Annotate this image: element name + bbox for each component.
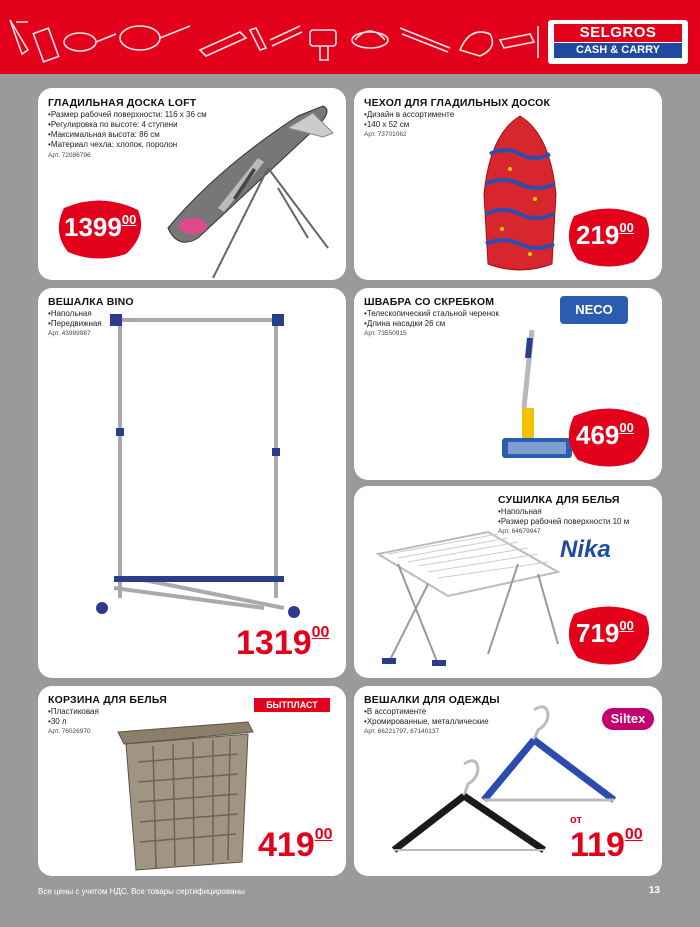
feature-item: • Передвижная xyxy=(48,319,102,329)
product-title: ВЕШАЛКА BINO xyxy=(48,296,134,308)
feature-item: • Хромированные, металлические xyxy=(364,717,489,727)
feature-item: • Длина насадки 26 см xyxy=(364,319,499,329)
price xyxy=(576,618,634,649)
footer-note: Все цены с учетом НДС. Все товары сертифицированы xyxy=(38,887,245,896)
drying-rack-image xyxy=(368,524,568,674)
product-card-clothes-rack xyxy=(38,288,346,678)
product-title: ВЕШАЛКИ ДЛЯ ОДЕЖДЫ xyxy=(364,694,500,706)
article-number: Арт. 73550915 xyxy=(364,330,407,337)
price-badge xyxy=(236,614,346,674)
feature-item: • 140 х 52 см xyxy=(364,120,454,130)
product-features xyxy=(364,309,499,329)
feature-item: • В ассортименте xyxy=(364,707,489,717)
price-value: 219 xyxy=(576,220,620,250)
price xyxy=(570,814,582,826)
brand-name: БЫТПЛАСТ xyxy=(266,700,318,710)
product-card-drying-rack xyxy=(354,486,662,678)
product-title: СУШИЛКА ДЛЯ БЕЛЬЯ xyxy=(498,494,620,506)
feature-item: • Материал чехла: хлопок, поролон xyxy=(48,140,248,150)
brand-name: Nika xyxy=(560,536,611,563)
price xyxy=(64,212,136,243)
laundry-basket-image xyxy=(108,702,258,874)
article-number: Арт. 72086796 xyxy=(48,152,91,159)
price-value: 719 xyxy=(576,618,620,648)
price-cents: 00 xyxy=(311,624,330,641)
feature-item: • Напольная xyxy=(498,507,629,517)
feature-item: • Размер рабочей поверхности 10 м xyxy=(498,517,629,527)
feature-item: • Телескопический стальной черенок xyxy=(364,309,499,319)
feature-item: • Дизайн в ассортименте xyxy=(364,110,454,120)
product-features xyxy=(364,110,454,130)
kitchen-doodles-illustration xyxy=(0,0,560,74)
product-title: КОРЗИНА ДЛЯ БЕЛЬЯ xyxy=(48,694,167,706)
article-number: Арт. 43989987 xyxy=(48,330,91,337)
feature-item: • Пластиковая xyxy=(48,707,99,717)
board-cover-image xyxy=(480,114,560,274)
price-value: 419 xyxy=(258,826,315,864)
product-card-hangers xyxy=(354,686,662,876)
brand-name: Siltex xyxy=(610,711,646,726)
price xyxy=(576,420,634,451)
price-badge xyxy=(566,604,652,666)
feature-item: • 30 л xyxy=(48,717,99,727)
page-number: 13 xyxy=(648,885,660,896)
article-number: Арт. 64679947 xyxy=(498,528,541,535)
product-title: ГЛАДИЛЬНАЯ ДОСКА LOFT xyxy=(48,97,197,109)
price-value: 1319 xyxy=(236,624,312,662)
price-badge xyxy=(564,812,662,876)
price-cents: 00 xyxy=(624,826,643,843)
article-number: Арт. 66221797, 67140137 xyxy=(364,728,440,735)
article-number: Арт. 73701062 xyxy=(364,131,407,138)
price-cents: 00 xyxy=(619,220,634,235)
product-card-board-cover xyxy=(354,88,662,280)
brand-name: NECO xyxy=(575,302,613,317)
brand-logo-neco xyxy=(560,296,628,324)
price-cents: 00 xyxy=(619,420,634,435)
price-prefix: от xyxy=(570,814,582,826)
price xyxy=(258,826,333,865)
price xyxy=(570,826,643,865)
product-card-mop xyxy=(354,288,662,480)
price-cents: 00 xyxy=(619,618,634,633)
feature-item: • Размер рабочей поверхности: 116 х 36 см xyxy=(48,110,248,120)
page-header xyxy=(0,0,700,74)
price-badge xyxy=(250,812,346,876)
product-title: ШВАБРА СО СКРЕБКОМ xyxy=(364,296,495,308)
product-features xyxy=(48,707,99,727)
clothes-rack-image xyxy=(94,308,304,618)
logo-line2: CASH & CARRY xyxy=(554,43,682,58)
price-badge xyxy=(566,206,652,268)
price-cents: 00 xyxy=(121,212,137,227)
ironing-board-image xyxy=(158,98,346,278)
article-number: Арт. 76026970 xyxy=(48,728,91,735)
feature-item: • Напольная xyxy=(48,309,102,319)
price-value: 1399 xyxy=(64,212,122,242)
price-badge xyxy=(566,406,652,468)
product-title: ЧЕХОЛ ДЛЯ ГЛАДИЛЬНЫХ ДОСОК xyxy=(364,97,551,109)
product-card-laundry-basket xyxy=(38,686,346,876)
brand-logo-bytplast xyxy=(254,698,330,712)
selgros-logo xyxy=(548,20,688,64)
price-cents: 00 xyxy=(314,826,333,843)
price xyxy=(576,220,634,251)
product-card-ironing-board xyxy=(38,88,346,280)
price-value: 469 xyxy=(576,420,620,450)
price xyxy=(236,624,329,663)
price-value: 119 xyxy=(570,826,625,864)
logo-line1: SELGROS xyxy=(554,24,682,42)
price-badge xyxy=(56,198,146,260)
feature-item: • Максимальная высота: 86 см xyxy=(48,130,248,140)
feature-item: • Регулировка по высоте: 4 ступени xyxy=(48,120,248,130)
